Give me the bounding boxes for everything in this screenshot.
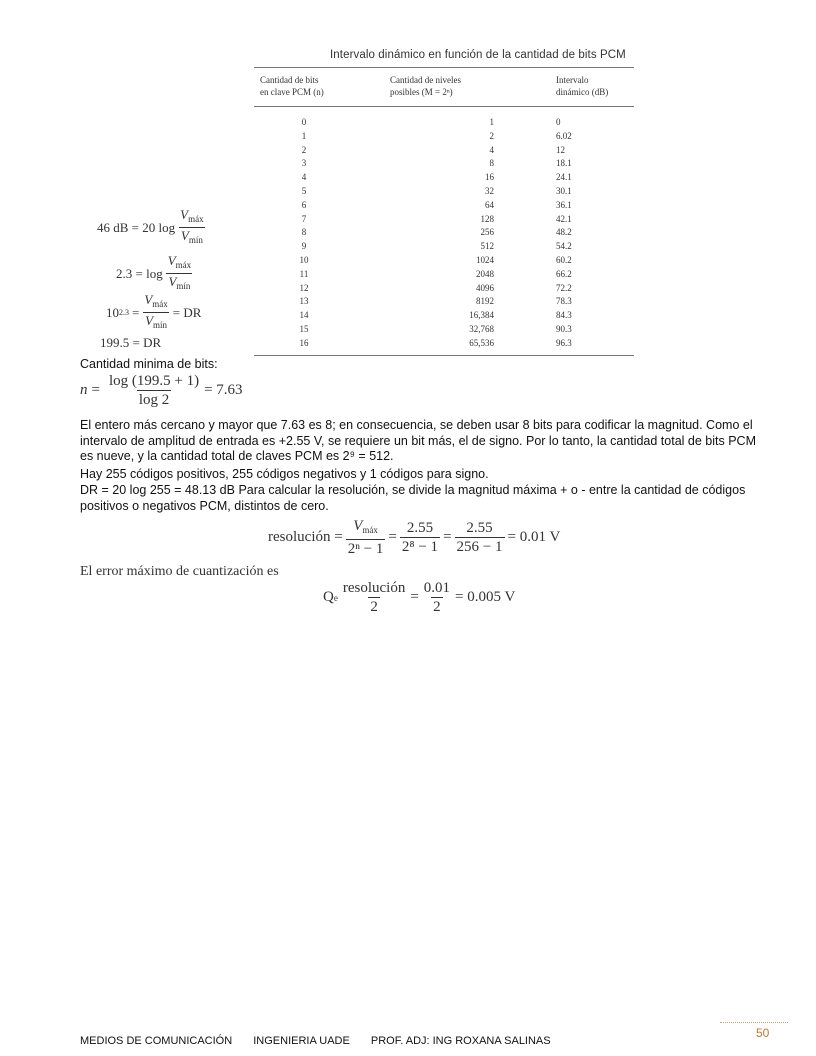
cell-bits: 5 xyxy=(301,185,307,196)
v-symbol: V xyxy=(168,274,177,289)
cell-range: 6.02 xyxy=(556,130,572,141)
page-number-rule xyxy=(720,1022,788,1023)
max-subscript: máx xyxy=(175,260,192,270)
v-symbol: V xyxy=(180,207,189,222)
cell-levels: 8192 xyxy=(476,296,494,307)
equation-199-5 xyxy=(100,335,161,351)
q-fraction-1 xyxy=(341,580,407,615)
cell-levels: 32,768 xyxy=(469,323,494,334)
cell-bits: 13 xyxy=(299,296,309,307)
pcm-dynamic-range-table xyxy=(254,67,634,356)
cell-range: 96.3 xyxy=(556,337,572,348)
table-header xyxy=(254,68,634,104)
v-symbol: V xyxy=(353,518,363,534)
table-row xyxy=(254,295,634,309)
table-row xyxy=(254,282,634,296)
table-row xyxy=(254,171,634,185)
cell-bits: 0 xyxy=(301,117,307,127)
res-fraction-1 xyxy=(346,518,386,557)
page-number: 50 xyxy=(756,1026,770,1040)
cell-levels: 128 xyxy=(480,213,494,224)
eq3-base: 10 xyxy=(106,304,119,320)
table-header-bits: Cantidad de bits en clave PCM (n) xyxy=(260,75,324,97)
res-frac2-num: 2.55 xyxy=(406,520,434,536)
res-frac3-num: 2.55 xyxy=(466,520,493,536)
bits-label: Cantidad minima de bits: xyxy=(80,357,218,371)
table-row xyxy=(254,157,634,171)
max-subscript: máx xyxy=(362,525,378,535)
cell-levels: 4 xyxy=(489,144,494,155)
q-num-2: 0.01 xyxy=(423,580,451,596)
cell-bits: 16 xyxy=(299,337,309,348)
cell-bits: 2 xyxy=(301,144,307,155)
cell-range: 48.2 xyxy=(556,227,572,238)
cell-levels: 64 xyxy=(485,199,494,210)
page-footer xyxy=(80,1035,569,1047)
cell-range: 18.1 xyxy=(556,158,572,169)
eq3-exponent: 2.3 xyxy=(119,308,129,317)
equation-resolucion: resolución = $\frac{V_{máx}}{\text{2ⁿ − 1}}$ = $\frac{2.55}{\text{2⁸ − 1}}$ = $\frac{2.55}{256 - 1}$ = 0.01 V xyxy=(268,518,561,557)
cell-levels: 32 xyxy=(485,185,494,196)
table-row xyxy=(254,199,634,213)
equation-46db xyxy=(97,208,209,247)
cell-range: 54.2 xyxy=(556,241,572,252)
cell-bits: 8 xyxy=(301,227,307,238)
paragraph-codigos: Hay 255 códigos positivos, 255 códigos negativos y 1 códigos para signo. xyxy=(80,467,489,481)
error-label: El error máximo de cuantización es xyxy=(80,564,279,579)
cell-range: 0 xyxy=(556,117,561,127)
cell-range: 72.2 xyxy=(556,282,572,293)
equation-quantization-error: Q e $\frac{\text{resolución}}{2}$ = $\frac{0.01}{2}$ = 0.005 V xyxy=(323,580,516,615)
q-den-1: 2 xyxy=(370,599,378,615)
cell-levels: 65,536 xyxy=(469,337,494,348)
res-result: = 0.01 V xyxy=(507,529,561,545)
n-numerator: log (199.5 + 1) xyxy=(108,373,200,389)
v-symbol: V xyxy=(180,228,189,243)
cell-levels: 8 xyxy=(489,158,494,169)
v-symbol: V xyxy=(144,292,153,307)
n-result: = 7.63 xyxy=(204,382,243,398)
table-row xyxy=(254,337,634,351)
equation-10-power: 10 2.3 = $\frac{V_{máx}}{V_{mín}}$ = DR xyxy=(106,292,202,330)
footer-school: INGENIERIA UADE xyxy=(253,1035,350,1047)
cell-bits: 14 xyxy=(299,310,309,321)
table-title: Intervalo dinámico en función de la cantidad de bits PCM xyxy=(330,49,626,61)
q-den-2: 2 xyxy=(433,599,441,615)
cell-bits: 6 xyxy=(301,199,307,210)
n-variable: n xyxy=(80,382,88,398)
footer-course: MEDIOS DE COMUNICACIÓN xyxy=(80,1035,233,1047)
equation-n-bits: n = $\frac{\log (199.5 + 1)}{\log 2}$ = 7.63 xyxy=(80,373,243,408)
cell-levels: 1024 xyxy=(476,254,494,265)
table-row xyxy=(254,226,634,240)
q-label: Q xyxy=(323,589,334,605)
table-row xyxy=(254,240,634,254)
cell-range: 30.1 xyxy=(556,185,572,196)
min-subscript: mín xyxy=(188,235,203,245)
eq2-lhs: 2.3 = log xyxy=(116,265,163,281)
cell-levels: 16 xyxy=(485,172,494,183)
cell-bits: 1 xyxy=(301,130,307,141)
table-body xyxy=(254,107,634,351)
n-fraction xyxy=(107,373,201,408)
max-subscript: máx xyxy=(152,299,168,309)
table-row xyxy=(254,144,634,158)
cell-range: 36.1 xyxy=(556,199,572,210)
cell-range: 42.1 xyxy=(556,213,572,224)
table-header-levels: Cantidad de niveles posibles (M = 2ⁿ) xyxy=(390,75,461,97)
res-label: resolución = xyxy=(268,529,343,545)
cell-bits: 4 xyxy=(301,172,307,183)
table-row xyxy=(254,116,634,130)
min-subscript: mín xyxy=(153,320,168,330)
cell-range: 12 xyxy=(556,144,565,155)
cell-bits: 10 xyxy=(299,254,309,265)
vmax-vmin-fraction xyxy=(166,254,193,293)
table-row xyxy=(254,309,634,323)
vmax-vmin-fraction xyxy=(142,293,169,332)
res-frac1-den: 2ⁿ − 1 xyxy=(347,541,384,557)
vmax-vmin-fraction xyxy=(178,208,205,247)
cell-levels: 2048 xyxy=(476,268,494,279)
paragraph-dr: DR = 20 log 255 = 48.13 dB Para calcular la resolución, se divide la magnitud máxima + o - entre la cantidad de códigos positivos o negativos PCM, distintos de cero. xyxy=(80,483,746,513)
res-fraction-2 xyxy=(400,520,440,555)
table-row xyxy=(254,268,634,282)
min-subscript: mín xyxy=(176,281,191,291)
q-num-1: resolución xyxy=(342,580,406,596)
cell-range: 66.2 xyxy=(556,268,572,279)
cell-bits: 9 xyxy=(301,241,307,252)
res-fraction-3 xyxy=(455,520,505,555)
table-rule-bottom xyxy=(254,355,634,356)
cell-bits: 7 xyxy=(301,213,307,224)
cell-range: 90.3 xyxy=(556,323,572,334)
table-row xyxy=(254,185,634,199)
v-symbol: V xyxy=(145,313,154,328)
cell-range: 84.3 xyxy=(556,310,572,321)
table-header-range: Intervalo dinámico (dB) xyxy=(556,75,609,97)
table-row xyxy=(254,323,634,337)
cell-bits: 12 xyxy=(299,282,309,293)
q-subscript: e xyxy=(333,592,338,603)
cell-levels: 256 xyxy=(480,227,494,238)
eq1-lhs: 46 dB = 20 log xyxy=(97,219,176,235)
n-denominator: log 2 xyxy=(138,392,170,408)
cell-range: 60.2 xyxy=(556,254,572,265)
table-row xyxy=(254,213,634,227)
eq3-rhs: = DR xyxy=(172,304,202,320)
cell-levels: 4096 xyxy=(476,282,494,293)
table-row xyxy=(254,254,634,268)
cell-range: 78.3 xyxy=(556,296,572,307)
eq4: 199.5 = DR xyxy=(100,335,162,350)
res-frac2-den: 2⁸ − 1 xyxy=(401,539,439,555)
q-result: = 0.005 V xyxy=(455,589,516,605)
cell-levels: 512 xyxy=(480,241,494,252)
cell-bits: 15 xyxy=(299,323,309,334)
cell-levels: 16,384 xyxy=(469,310,494,321)
cell-range: 24.1 xyxy=(556,172,572,183)
cell-bits: 3 xyxy=(301,158,307,169)
cell-bits: 11 xyxy=(299,268,309,279)
q-fraction-2 xyxy=(422,580,452,615)
max-subscript: máx xyxy=(188,214,204,224)
cell-levels: 2 xyxy=(489,130,494,141)
cell-levels: 1 xyxy=(489,117,494,127)
table-row xyxy=(254,130,634,144)
footer-professor: PROF. ADJ: ING ROXANA SALINAS xyxy=(370,1035,551,1047)
equation-2-3 xyxy=(116,254,196,293)
paragraph-entero: El entero más cercano y mayor que 7.63 es 8; en consecuencia, se deben usar 8 bits para codificar la magnitud. Como el intervalo de amplitud de entrada es +2.55 V, se requiere un bit más, el de signo. Por lo tanto, la cantidad total de bits PCM es nueve, y la cantidad total de claves PCM es 2⁹ = 512. xyxy=(80,418,756,463)
res-frac3-den: 256 − 1 xyxy=(456,539,503,555)
v-symbol: V xyxy=(167,253,176,268)
